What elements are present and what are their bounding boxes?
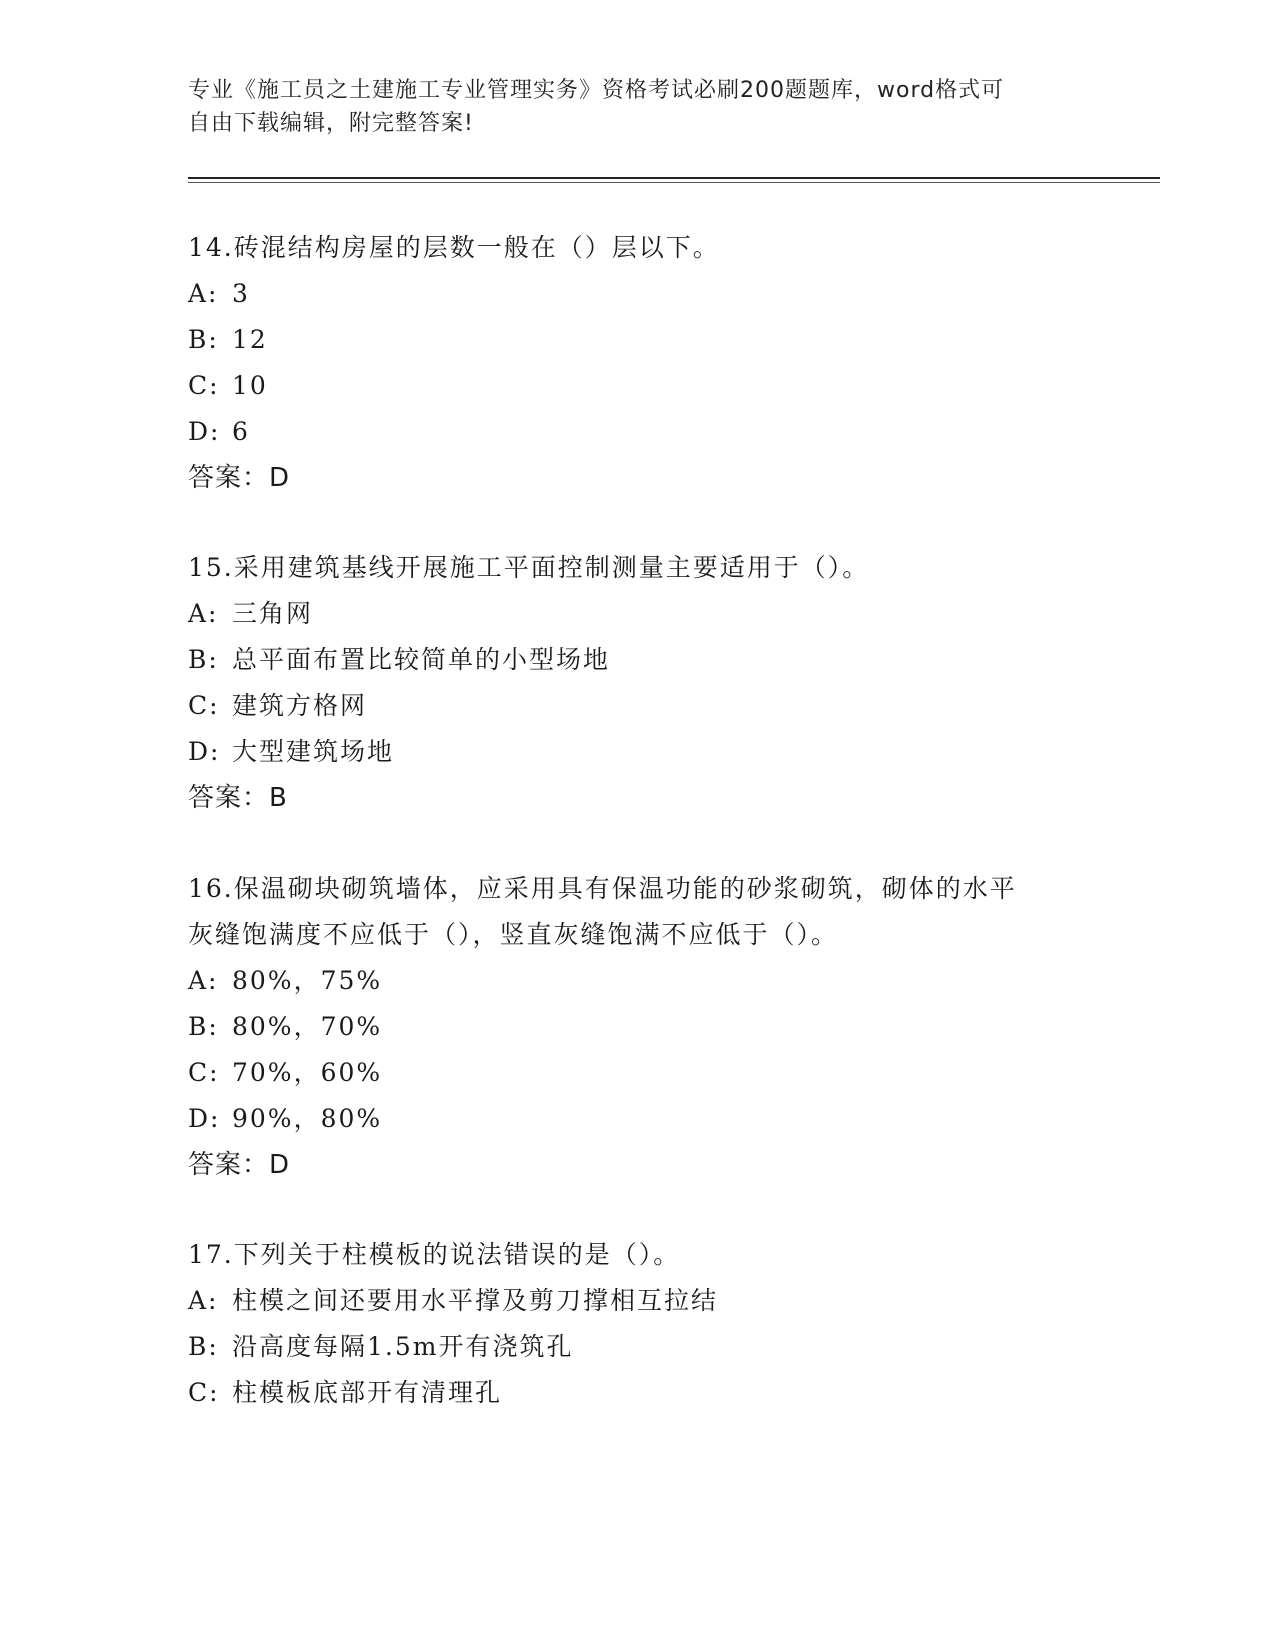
option-b bbox=[188, 637, 1088, 683]
header-line-2: 自由下载编辑，附完整答案! bbox=[188, 111, 474, 136]
question-17 bbox=[188, 1232, 1088, 1416]
option-text: 柱模之间还要用水平撑及剪刀撑相互拉结 bbox=[232, 1286, 719, 1315]
answer-label: 答案：B bbox=[188, 783, 288, 813]
question-stem: 15.采用建筑基线开展施工平面控制测量主要适用于（）。 bbox=[188, 553, 870, 582]
answer-label: 答案：D bbox=[188, 463, 291, 493]
option-a bbox=[188, 1278, 1088, 1324]
option-letter: A: bbox=[188, 966, 219, 995]
option-text: 70%，60% bbox=[232, 1058, 383, 1087]
option-letter: B: bbox=[188, 1012, 219, 1041]
option-letter: A: bbox=[188, 1286, 219, 1315]
option-letter: D: bbox=[188, 1104, 221, 1133]
option-text: 三角网 bbox=[232, 599, 314, 628]
option-text: 大型建筑场地 bbox=[232, 737, 395, 766]
option-d bbox=[188, 729, 1088, 775]
header-divider bbox=[188, 177, 1160, 179]
question-stem: 17.下列关于柱模板的说法错误的是（）。 bbox=[188, 1240, 681, 1269]
option-a bbox=[188, 271, 1088, 317]
option-letter: B: bbox=[188, 1332, 219, 1361]
option-d bbox=[188, 409, 1088, 455]
option-c bbox=[188, 1370, 1088, 1416]
option-text: 6 bbox=[232, 417, 250, 446]
option-text: 3 bbox=[232, 279, 250, 308]
option-c bbox=[188, 363, 1088, 409]
option-c bbox=[188, 1050, 1088, 1096]
option-text: 10 bbox=[232, 371, 268, 400]
question-stem-line-1: 16.保温砌块砌筑墙体，应采用具有保温功能的砂浆砌筑，砌体的水平 bbox=[188, 874, 1017, 903]
option-b bbox=[188, 1004, 1088, 1050]
answer-label: 答案：D bbox=[188, 1150, 291, 1180]
option-text: 总平面布置比较简单的小型场地 bbox=[232, 645, 611, 674]
option-letter: C: bbox=[188, 1378, 220, 1407]
question-14 bbox=[188, 225, 1088, 501]
option-letter: A: bbox=[188, 599, 219, 628]
option-letter: A: bbox=[188, 279, 219, 308]
option-letter: C: bbox=[188, 371, 220, 400]
question-16 bbox=[188, 866, 1088, 1188]
question-stem: 14.砖混结构房屋的层数一般在（）层以下。 bbox=[188, 233, 720, 262]
header-line-1: 专业《施工员之土建施工专业管理实务》资格考试必刷200题题库，word格式可 bbox=[188, 78, 1005, 103]
option-d bbox=[188, 1096, 1088, 1142]
option-text: 80%，75% bbox=[232, 966, 383, 995]
option-text: 12 bbox=[232, 325, 268, 354]
option-c bbox=[188, 683, 1088, 729]
option-b bbox=[188, 1324, 1088, 1370]
option-a bbox=[188, 958, 1088, 1004]
header-divider-thin bbox=[188, 182, 1160, 183]
option-letter: B: bbox=[188, 645, 219, 674]
option-letter: C: bbox=[188, 1058, 220, 1087]
option-text: 柱模板底部开有清理孔 bbox=[232, 1378, 503, 1407]
question-stem-line-2: 灰缝饱满度不应低于（），竖直灰缝饱满不应低于（）。 bbox=[188, 920, 839, 949]
option-b bbox=[188, 317, 1088, 363]
option-letter: B: bbox=[188, 325, 219, 354]
document-header bbox=[188, 74, 1068, 140]
option-letter: D: bbox=[188, 417, 221, 446]
option-text: 沿高度每隔1.5m开有浇筑孔 bbox=[232, 1332, 574, 1361]
option-text: 建筑方格网 bbox=[232, 691, 368, 720]
option-letter: C: bbox=[188, 691, 220, 720]
option-a bbox=[188, 591, 1088, 637]
question-15 bbox=[188, 545, 1088, 821]
option-text: 80%，70% bbox=[232, 1012, 383, 1041]
option-text: 90%，80% bbox=[232, 1104, 383, 1133]
option-letter: D: bbox=[188, 737, 221, 766]
